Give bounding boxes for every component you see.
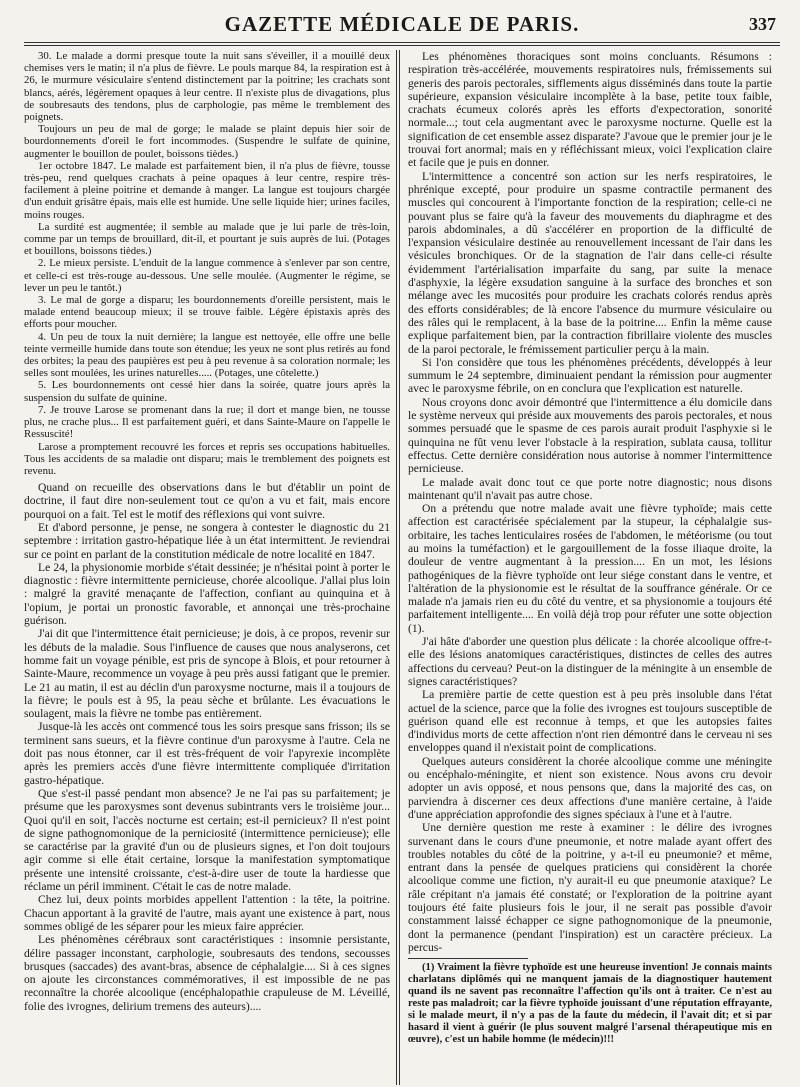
page-number: 337 — [749, 14, 776, 34]
paragraph: J'ai hâte d'aborder une question plus délicate : la chorée alcoolique offre-t-elle des lésions anatomiques caractéristiques, distinctes de celles des autres affections du cerveau? Peut-on la distinguer de la méningite à un ensemble de signes caractéristiques? — [408, 635, 772, 688]
paragraph: 2. Le mieux persiste. L'enduit de la langue commence à s'enlever par son centre, et celle-ci est très-rouge au-dessous. Une selle moulée. (Augmenter le régime, se lever un peu le tantôt.) — [24, 257, 390, 294]
paragraph: La surdité est augmentée; il semble au malade que je lui parle de très-loin, comme par un temps de brouillard, dit-il, et pourtant je suis auprès de lui. (Potages et bouillons, boissons tièdes.) — [24, 220, 390, 258]
paragraph: J'ai dit que l'intermittence était pernicieuse; je dois, à ce propos, revenir sur les débuts de la maladie. Sous l'influence de causes que nous analyserons, cet homme fait un voyage pénible, est pris de syncope à Blois, et pour retourner à Sainte-Maure, recommence un voyage à peu près aussi fatigant que le premier. Le 21 au matin, il est au déclin d'un paroxysme nocturne, mais il a toujours de la fièvre; le pouls est à 95, la peau sèche et brûlante. Les évacuations le soulagent, mais la fièvre ne tombe pas entièrement. — [24, 627, 390, 721]
paragraph: Le malade avait donc tout ce que porte notre diagnostic; nous disons maintenant qu'il n'avait pas autre chose. — [408, 475, 772, 502]
paragraph: Et d'abord personne, je pense, ne songera à contester le diagnostic du 21 septembre : irritation gastro-hépatique liée à un état intermittent. Je reviendrai sur ce point en parlant de la constitution médicale de notre localité en 1847. — [24, 521, 390, 561]
right-column — [400, 50, 772, 1085]
paragraph: 5. Les bourdonnements ont cessé hier dans la soirée, quatre jours après la suspension du sulfate de quinine. — [24, 379, 390, 404]
paragraph: 1er octobre 1847. Le malade est parfaitement bien, il n'a plus de fièvre, tousse très-peu, rend quelques crachats à peine opaques à leur centre, respire très-facilement à pleine poitrine et demande à manger. La langue est toujours chargée d'un enduit grisâtre épais, mais elle est humide. Une selle liquide hier; urines faciles, moins rouges. — [24, 159, 390, 221]
paragraph: Quelques auteurs considèrent la chorée alcoolique comme une méningite ou encéphalo-méningite, et nient son existence. Nous avons cru devoir adopter un avis opposé, et nous pensons que, dans la majorité des cas, on parviendra à discerner ces deux affections d'une manière certaine, à l'aide d'une appréciation approfondie des signes spéciaux à l'une et à l'autre. — [408, 754, 772, 821]
page-header — [24, 10, 780, 38]
paragraph: 4. Un peu de toux la nuit dernière; la langue est nettoyée, elle offre une belle teinte vermeille humide dans toute son étendue; les yeux ne sont plus retirés au fond des orbites; la peau des paupières est peu à peu revenue à sa coloration normale; les selles sont moulées, les urines naturelles..... (Potages, une côtelette.) — [24, 330, 390, 380]
paragraph: On a prétendu que notre malade avait une fièvre typhoïde; mais cette affection est caractérisée spécialement par la stupeur, la céphalalgie sus-orbitaire, les taches lenticulaires rosées de l'abdomen, le météorisme (ou tout au moins la tuméfaction) et le gargouillement de la fosse iliaque droite, la douleur de ventre augmentant à la pression.... En un mot, les lésions pathogéniques de la fièvre typhoïde ont leur siége constant dans le ventre, et l'altération de la physionomie est le résultat de la souffrance générale. Or ce malade n'a jamais rien eu du côté du ventre, et sa physionomie a toujours été parfaitement intelligente.... En voilà déjà trop pour réfuter une sotte objection (1). — [408, 502, 772, 635]
paragraph: Chez lui, deux points morbides appellent l'attention : la tête, la poitrine. Chacun apportant à la gravité de l'autre, mais ayant une existence à part, nous sommes obligé de les séparer pour les mieux faire apprécier. — [24, 893, 390, 933]
paragraph: Le 24, la physionomie morbide s'était dessinée; je n'hésitai point à porter le diagnostic : fièvre intermittente pernicieuse, chorée alcoolique. J'allai plus loin : malgré la gravité menaçante de l'affection, confiant au quinquina et à l'opium, je portai un pronostic favorable, et annonçai une très-prochaine guérison. — [24, 560, 390, 628]
footnote-rule — [408, 958, 528, 959]
paragraph: 30. Le malade a dormi presque toute la nuit sans s'éveiller, il a mouillé deux chemises vers le matin; il n'a plus de fièvre. Le pouls marque 84, la respiration est à 26, le murmure vésiculaire s'entend distinctement par la poitrine; les crachats sont blancs, aérés, légèrement opaques à leur centre. Il n'existe plus de divagations, plus de soubresauts des tendons, plus de carphologie, pas même le tremblement des poignets. — [24, 50, 390, 124]
journal-title: GAZETTE MÉDICALE DE PARIS. — [224, 12, 580, 36]
header-rule — [24, 42, 780, 46]
paragraph: Une dernière question me reste à examiner : le délire des ivrognes survenant dans le cours d'une pneumonie, et notre malade ayant offert des troubles notables du côté de la poitrine, y a-t-il eu pneumonie? et même, entrant dans la pensée de quelques praticiens qui considèrent la chorée alcoolique comme une fiction, n'y aurait-il eu que pneumonie ataxique? Le râle crépitant n'a jamais été constaté; or l'exploration de la poitrine ayant toujours été faite plusieurs fois le jour, il ne serait pas possible d'avoir constamment laissé échapper ce signe pathognomonique de la pneumonie, dont la permanence (pendant l'inspiration) est un caractère précieux. La percus- — [408, 821, 772, 954]
left-column — [24, 50, 396, 1085]
paragraph: La première partie de cette question est à peu près insoluble dans l'état actuel de la science, parce que la folie des ivrognes est toujours susceptible de guérison quand elle est reconnue à temps, et que les autopsies faites d'individus morts de cette affection n'ont rien démontré dans le cerveau ni ses enveloppes quand il n'existait point de complications. — [408, 688, 772, 755]
paragraph: 3. Le mal de gorge a disparu; les bourdonnements d'oreille persistent, mais le malade entend beaucoup mieux; il se trouve faible. Légère épistaxis après des efforts pour moucher. — [24, 294, 390, 331]
two-column-body — [24, 50, 780, 1085]
paragraph: L'intermittence a concentré son action sur les nerfs respiratoires, le phrénique excepté, pour produire un spasme contractile permanent des muscles qui concourent à l'importante fonction de la respiration; celle-ci ne pouvant plus se faire qu'à la faveur des mouvements du diaphragme et des parois abdominales, a dû s'accélérer en proportion de la difficulté de l'expansion vésiculaire destinée au renouvellement incessant de l'air dans les vésicules bronchiques. Or de la stagnation de l'air dans celle-ci résulte évidemment l'artérialisation imparfaite du sang, par suite la menace d'asphyxie, la légère exsudation sanguine à la surface des bronches et son mélange avec les mucosités pour produire les crachats colorés rendus après des efforts considérables; de là encore l'absence du murmure vésiculaire ou des râles qui le remplacent, à la base de la poitrine.... Enfin la même cause explique parfaitement bien, par la contraction fibrillaire violente des muscles de la paroi pectorale, le frémissement particulier perçu à la main. — [408, 169, 772, 356]
paragraph: Quand on recueille des observations dans le but d'établir un point de doctrine, il faut dire non-seulement tout ce qu'on a vu et fait, mais encore pourquoi on a fait. Tel est le motif des réflexions qui vont suivre. — [24, 481, 390, 521]
paragraph: Les phénomènes thoraciques sont moins concluants. Résumons : respiration très-accélérée, mouvements respiratoires nuls, frémissements sui generis des parois pectorales, sifflements aigus disséminés dans toute la partie supérieure, expansion vésiculaire incomplète à la base, petite toux faible, crachats écumeux colorés après les efforts d'expectoration, sonorité normale...; tout cela augmentant avec le paroxysme nocturne. Quelle est la signification de cet ensemble assez disparate? J'avoue que le premier jour je le trouvai fort anormal; mais en y réfléchissant mieux, voici l'explication claire et facile que je puis en donner. — [408, 50, 772, 170]
paragraph: Nous croyons donc avoir démontré que l'intermittence a élu domicile dans le système nerveux qui préside aux mouvements des parois pectorales, et nous sommes persuadé que le spasme de ces parois aurait produit l'asphyxie si le quinquina ne fût venu lever l'obstacle à la respiration, sublata causa, tollitur effectus. Cette dernière considération nous autorise à nommer l'intermittence pernicieuse. — [408, 395, 772, 476]
paragraph: Si l'on considère que tous les phénomènes précédents, développés à leur summum le 24 septembre, diminuaient pendant la rémission pour augmenter avec le paroxysme fébrile, on en conclura que l'explication est naturelle. — [408, 355, 772, 396]
paragraph: 7. Je trouve Larose se promenant dans la rue; il dort et mange bien, ne tousse plus, ne crache plus... Il est parfaitement guéri, et dans Sainte-Maure on l'appelle le Ressuscité! — [24, 403, 390, 441]
paragraph: Toujours un peu de mal de gorge; le malade se plaint depuis hier soir de bourdonnements d'oreil le fort incommodes. (Suspendre le sulfate de quinine, augmenter le bouillon de poulet, boissons tièdes.) — [24, 123, 390, 160]
paragraph: Jusque-là les accès ont commencé tous les soirs presque sans frisson; ils se terminent sans sueurs, et la fièvre continue d'un paroxysme à l'autre. Cela ne doit pas nous étonner, car il est très-fréquent de voir l'apyrexie incomplète après les premiers accès d'une fièvre intermittente compliquée d'irritation gastro-hépatique. — [24, 720, 390, 787]
footnote: (1) Vraiment la fièvre typhoïde est une heureuse invention! Je connais maints charlatans diplômés qui ne manquent jamais de la diagnostiquer hautement quand ils ne savent pas reconnaître l'affection qu'ils ont à traiter. Ce n'est au reste pas maladroit; car la fièvre typhoïde jouissant d'une réputation effrayante, si le malade meurt, il n'y a pas de la faute du médecin, il l'avait dit; et si par hasard il vient à guérir (le plus souvent malgré l'arsenal thérapeutique mis en œuvre), c'est un habile homme (le médecin)!!! — [408, 962, 772, 1046]
right-column-paragraphs — [408, 50, 772, 954]
paragraph: Les phénomènes cérébraux sont caractéristiques : insomnie persistante, délire passager inconstant, carphologie, soubresauts des tendons, secousses brusques (saccades) des avant-bras, absence de céphalalgie.... Si à ces signes on ajoute les circonstances commémoratives, il est impossible de ne pas reconnaître la chorée alcoolique (encéphalopathie crapuleuse de M. Léveillé, folie des ivrognes, delirium tremens des auteurs).... — [24, 933, 390, 1013]
paragraph: Larose a promptement recouvré les forces et repris ses occupations habituelles. Tous les accidents de sa maladie ont disparu; mais le tremblement des poignets est revenu. — [24, 440, 390, 477]
paragraph: Que s'est-il passé pendant mon absence? Je ne l'ai pas su parfaitement; je présume que les paroxysmes sont devenus subintrants vers le troisième jour... Quoi qu'il en soit, l'accès nocturne est certain; est-il pernicieux? Il n'est point de signe pathognomonique de la perniciosité (intermittence pernicieuse); elle se caractérise par la gravité d'un ou de plusieurs signes, et l'on doit toujours agir comme si elle était certaine, lorsque la manifestation symptomatique présente une intensité croissante, c'est-à-dire user de toute la hardiesse que réclame un péril imminent. C'était le cas de notre malade. — [24, 786, 390, 894]
